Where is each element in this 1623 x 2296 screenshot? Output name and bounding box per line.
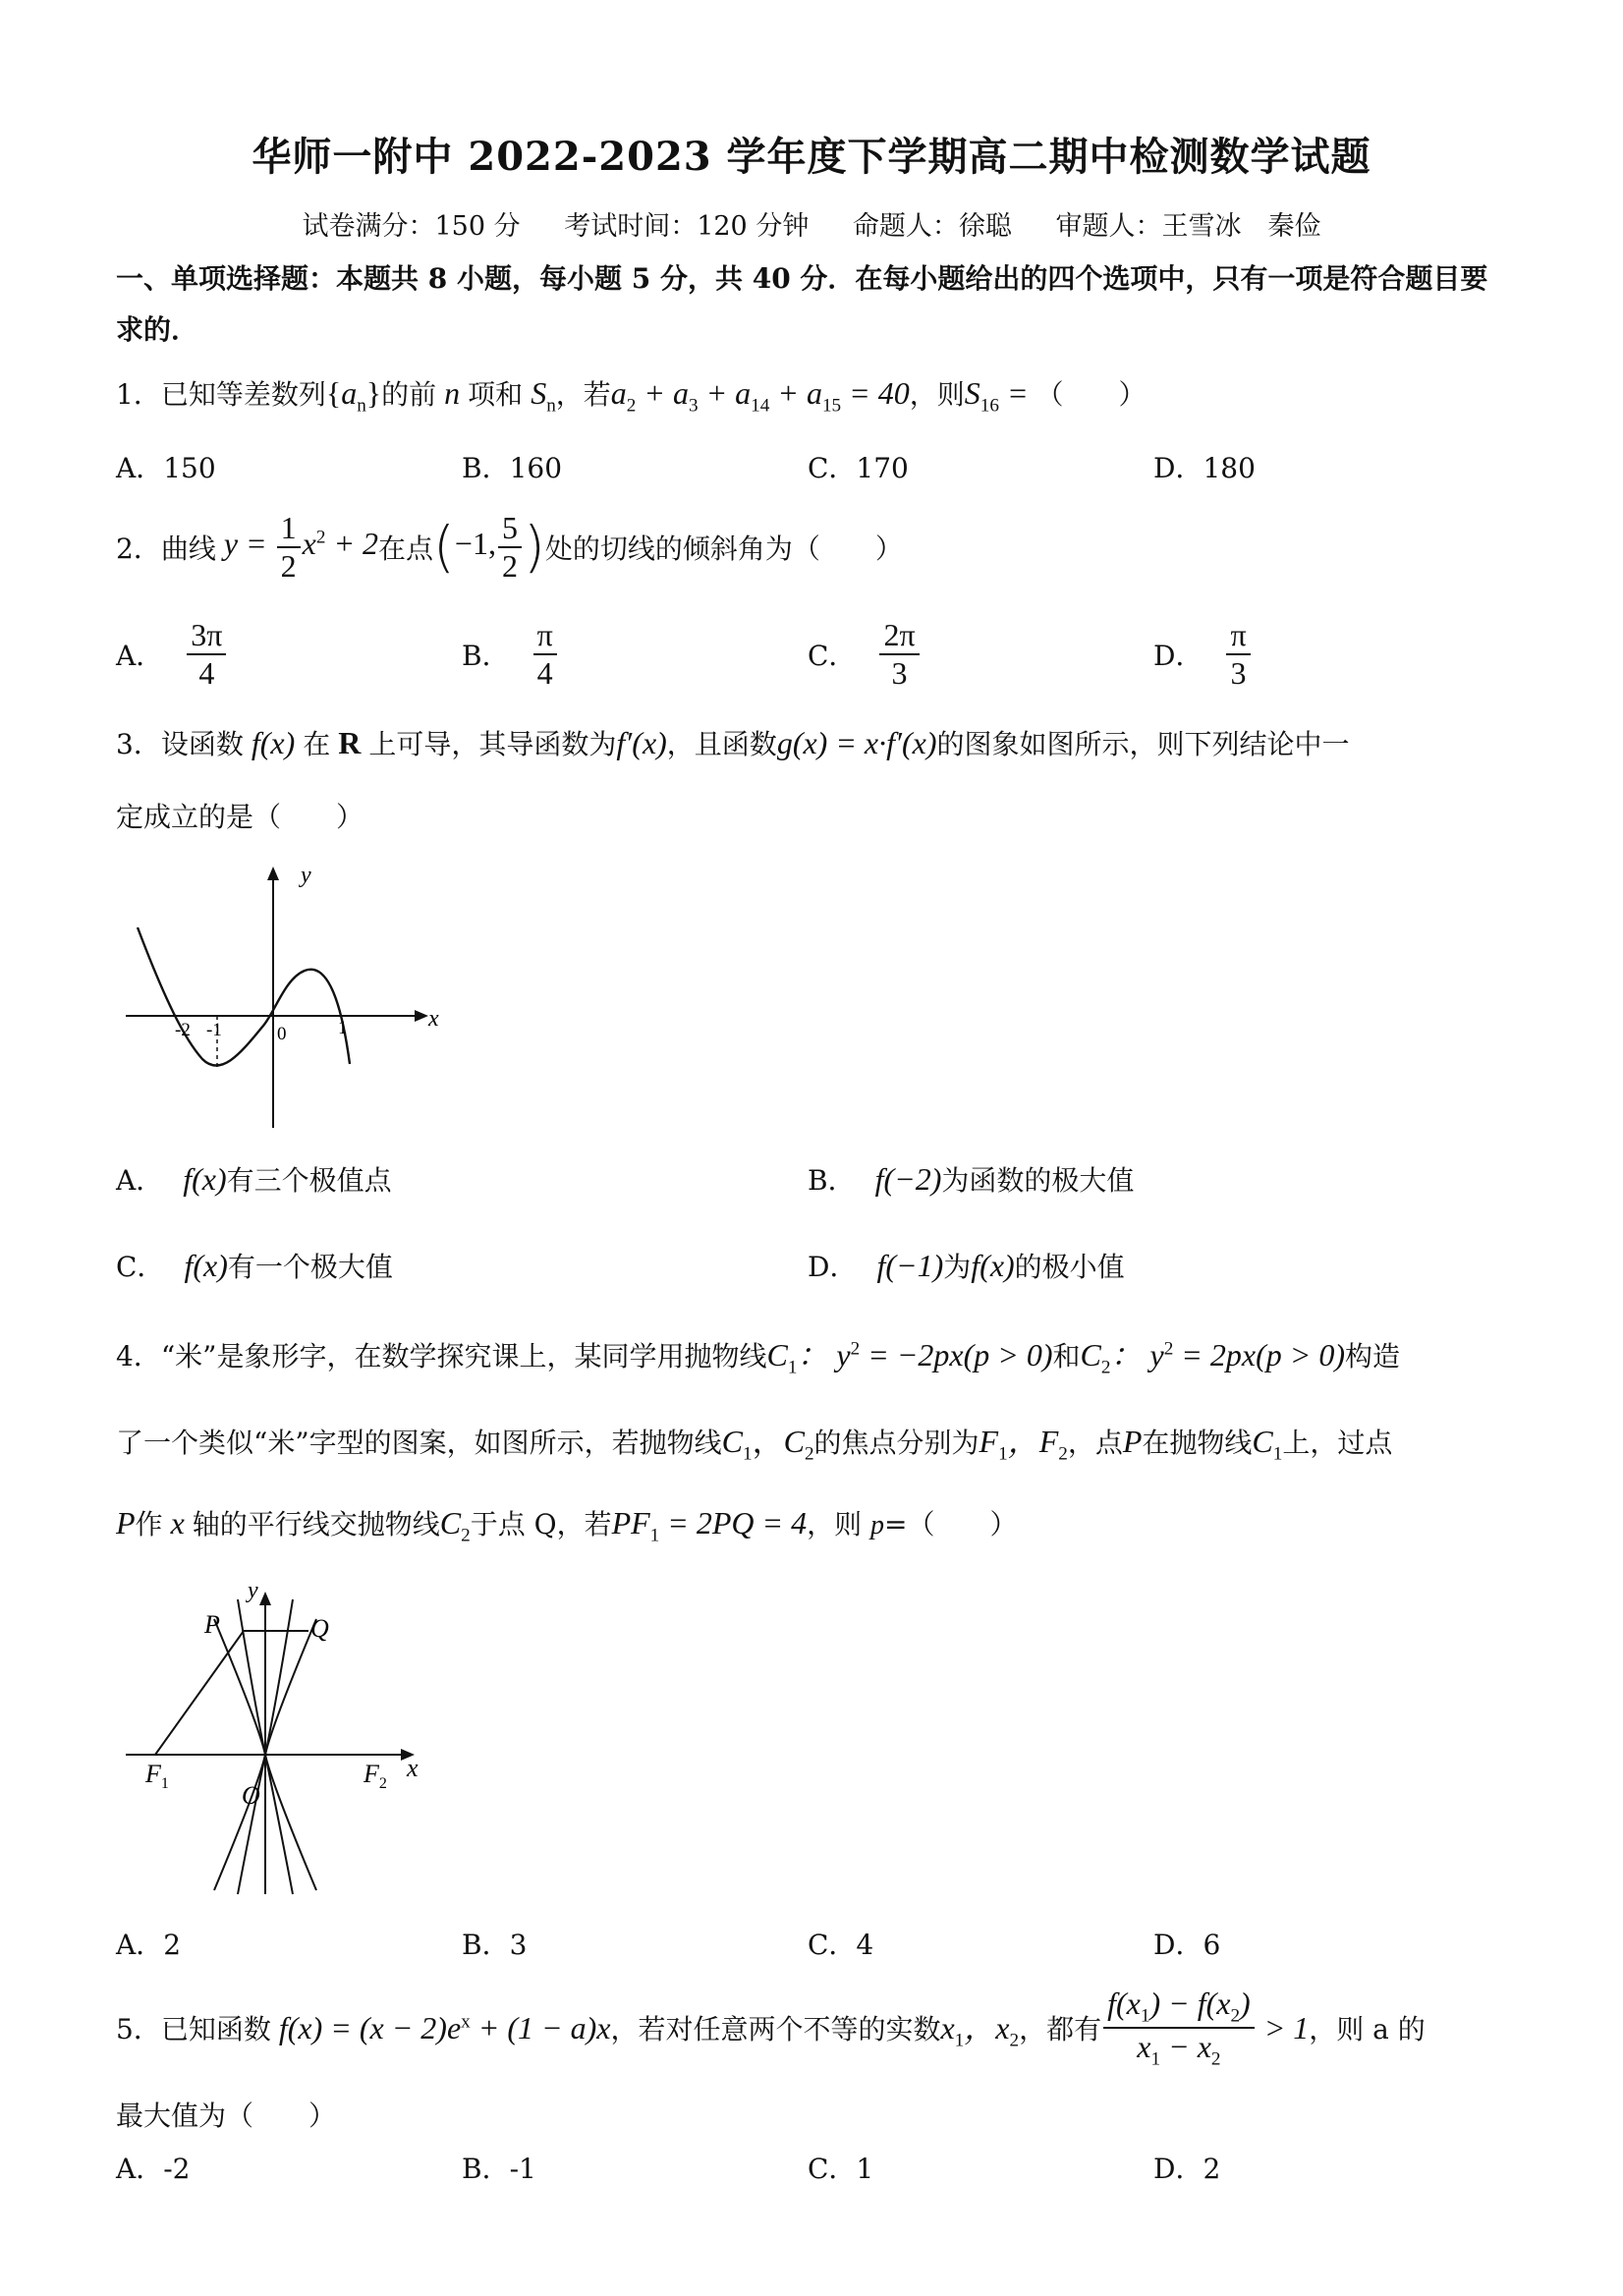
q1-number: 1．	[116, 378, 161, 411]
q4-y-arrow	[259, 1592, 271, 1605]
q4-outer-left	[214, 1619, 265, 1755]
q5-option-a[interactable]: A．-2	[116, 2153, 191, 2185]
q1-option-c[interactable]: C．170	[808, 452, 909, 484]
q5-option-d[interactable]: D．2	[1153, 2153, 1221, 2185]
reviewer-info: 审题人：王雪冰 秦俭	[1055, 211, 1321, 242]
q2-option-b-num: π	[533, 617, 557, 655]
q3-option-b-label: B．	[808, 1164, 856, 1197]
q3-option-c-label: C．	[116, 1251, 165, 1283]
question-1	[116, 373, 1147, 417]
q4-outer-left-low	[214, 1755, 265, 1890]
q4-option-d[interactable]: D．6	[1153, 1929, 1221, 1961]
q4-C2: $C_2$	[783, 1424, 814, 1465]
q4-O-label: O	[242, 1781, 260, 1810]
q4-C1-def: $C_1$： $y^2 = -2px(p > 0)$	[766, 1337, 1053, 1378]
q1-text-3: 项和	[468, 378, 524, 411]
q4-F1F2: $F_1$，$F_2$	[979, 1424, 1068, 1465]
question-5	[116, 1981, 1426, 2075]
q3-option-d-label: D．	[808, 1251, 858, 1283]
q2-point: (−1, $\frac{5}{2}$ )	[433, 510, 545, 584]
exam-meta	[0, 204, 1623, 243]
q3-option-c-math: f(x)	[184, 1248, 228, 1283]
q3-option-d-text1: 为	[943, 1251, 972, 1283]
q1-seq: $\{a_n\}$	[325, 375, 382, 417]
q5-line2: 最大值为（ ）	[116, 2100, 337, 2132]
q3-option-d-math2: f(x)	[971, 1248, 1015, 1283]
q4-line3-d: ，则	[807, 1508, 871, 1540]
question-3	[116, 723, 1350, 762]
q2-option-b[interactable]	[462, 617, 559, 692]
q4-C1: $C_1$	[721, 1424, 753, 1465]
q1-option-a[interactable]: A．150	[116, 452, 216, 484]
q1-equation: $a_2 + a_3 + a_{14} + a_{15} = 40$	[610, 375, 910, 417]
q3-text-4: ，且函数	[666, 728, 777, 760]
q2-option-c-num: 2π	[879, 617, 919, 655]
q2-curve: y = $\frac{1}{2}$ $x^2 + 2$	[215, 510, 379, 584]
q3-y-arrow	[267, 867, 279, 880]
q1-text-4: ，若	[555, 378, 611, 411]
q4-line3-a: 作	[135, 1508, 163, 1540]
q4-y-label: y	[248, 1580, 258, 1603]
q3-option-a[interactable]	[116, 1159, 392, 1199]
q4-option-b[interactable]: B．3	[462, 1929, 528, 1961]
q3-curve	[138, 927, 350, 1066]
q1-paren: （ ）	[1035, 378, 1147, 411]
q2-option-a-label: A．	[116, 639, 164, 672]
q5-number: 5．	[116, 2013, 161, 2045]
q4-P-label: P	[204, 1610, 220, 1639]
q3-text-1: 设函数	[160, 728, 244, 760]
q2-option-d-label: D．	[1153, 639, 1203, 672]
q2-option-a[interactable]	[116, 617, 228, 692]
q1-S16: $S_{16}$ =	[964, 375, 1036, 417]
q4-text-3: 构造	[1344, 1340, 1400, 1372]
q4-text-2: 和	[1052, 1340, 1081, 1372]
q1-text-2: 的前	[381, 378, 437, 411]
q4-x-label: x	[407, 1754, 419, 1782]
section-heading-line1: 一、单项选择题：本题共 8 小题，每小题 5 分，共 40 分．在每小题给出的四个选项中，只有一项是符合题目要	[116, 262, 1488, 295]
q3-R: R	[330, 725, 369, 760]
q2-text-1: 曲线	[160, 532, 216, 565]
q3-text-5: 的图象如图所示，则下列结论中一	[936, 728, 1350, 760]
q4-text-1: “米”是象形字，在数学探究课上，某同学用抛物线	[160, 1340, 767, 1372]
q4-line2-b: 的焦点分别为	[813, 1427, 979, 1459]
question-4-line2: 了一个类似“米”字型的图案，如图所示，若抛物线$C_1$，$C_2$的焦点分别为$F_1$，$F_2$，点P在抛物线$C_1$上，过点	[116, 1424, 1393, 1465]
q3-option-c-text: 有一个极大值	[227, 1251, 393, 1283]
section-heading-line2: 求的．	[116, 313, 199, 346]
exam-title: 华师一附中 2022-2023 学年度下学期高二期中检测数学试题	[252, 134, 1371, 180]
q5-inequality: $\frac{f(x_1) - f(x_2)}{x_1 - x_2}$ > 1	[1101, 1986, 1309, 2071]
q4-option-c[interactable]: C．4	[808, 1929, 874, 1961]
q3-graph	[116, 853, 450, 1138]
q4-PF1: $PF_1 = 2PQ = 4$	[611, 1505, 808, 1546]
q3-tick-m1: -1	[206, 1020, 222, 1040]
q3-number: 3．	[116, 728, 161, 760]
q3-option-c[interactable]	[116, 1246, 393, 1285]
q3-text-3: 上可导，其导函数为	[368, 728, 617, 760]
q4-F1-label: $F_1$	[145, 1760, 169, 1792]
q3-x-label: x	[428, 1006, 439, 1032]
q2-option-d[interactable]	[1153, 617, 1253, 692]
q5-text-3: ，都有	[1019, 2013, 1102, 2045]
question-4-line1	[116, 1330, 1400, 1378]
q2-option-c-den: 3	[891, 654, 908, 691]
q2-option-b-den: 4	[536, 654, 553, 691]
q4-Q-label: Q	[310, 1614, 329, 1643]
q3-option-b-math: f(−2)	[874, 1161, 942, 1197]
q2-option-d-num: π	[1226, 617, 1250, 655]
q1-option-d[interactable]: D．180	[1153, 452, 1256, 484]
q5-option-c[interactable]: C．1	[808, 2153, 874, 2185]
time-info: 考试时间：120 分钟	[564, 211, 810, 242]
q1-option-b[interactable]: B．160	[462, 452, 563, 484]
q1-text-5: ，则	[909, 378, 965, 411]
q4-outer-right	[265, 1619, 316, 1755]
q5-fx-def: $f(x) = (x - 2)e^x + (1 - a)x$	[270, 2009, 611, 2045]
q3-tick-0: 0	[277, 1024, 287, 1044]
q4-parabola-c1	[238, 1599, 265, 1894]
q3-option-b-text: 为函数的极大值	[941, 1164, 1135, 1197]
q4-line3-f: =（ ）	[884, 1508, 1018, 1540]
q3-option-d-math1: f(−1)	[876, 1248, 944, 1283]
q4-line2-a: 了一个类似“米”字型的图案，如图所示，若抛物线	[116, 1427, 722, 1459]
q3-option-b[interactable]	[808, 1159, 1134, 1199]
q4-P2: P	[116, 1505, 136, 1540]
q4-outer-right-low	[265, 1755, 316, 1890]
q4-x: x	[162, 1505, 193, 1540]
q2-number: 2．	[116, 532, 161, 565]
score-info: 试卷满分：150 分	[302, 211, 521, 242]
q2-option-c-label: C．	[808, 639, 857, 672]
q2-option-b-label: B．	[462, 639, 510, 672]
q2-text-3: 处的切线的倾斜角为（ ）	[544, 532, 903, 565]
q3-fprime: f′(x)	[616, 725, 667, 760]
q3-option-a-text: 有三个极值点	[226, 1164, 392, 1197]
q3-option-d[interactable]	[808, 1246, 1125, 1285]
q3-line2: 定成立的是（ ）	[116, 801, 364, 833]
q4-line3-b: 轴的平行线交抛物线	[192, 1508, 440, 1540]
q2-option-d-den: 3	[1230, 654, 1247, 691]
q3-y-label: y	[301, 863, 311, 888]
q3-gx: g(x) = x·f′(x)	[776, 725, 937, 760]
q3-fx: f(x)	[243, 725, 296, 760]
q4-line2-c: ，点	[1067, 1427, 1123, 1459]
q5-text-1: 已知函数	[160, 2013, 271, 2045]
q1-text-1: 已知等差数列	[160, 378, 326, 411]
q4-C1b: $C_1$	[1252, 1424, 1283, 1465]
q3-option-a-math: f(x)	[183, 1161, 227, 1197]
q4-option-a[interactable]: A．2	[116, 1929, 182, 1961]
q4-F2-label: $F_2$	[364, 1760, 387, 1792]
q2-option-a-num: 3π	[187, 617, 226, 655]
q4-number: 4．	[116, 1340, 161, 1372]
q3-tick-1: 1	[338, 1018, 348, 1038]
q4-p: p	[870, 1510, 885, 1540]
q3-text-2: 在	[303, 728, 331, 760]
q5-text-2: ，若对任意两个不等的实数	[610, 2013, 941, 2045]
question-4-line3	[116, 1503, 1017, 1546]
q3-option-a-label: A．	[116, 1164, 164, 1197]
q4-line2-e: 上，过点	[1282, 1427, 1393, 1459]
q1-n: n	[436, 375, 469, 411]
question-2	[116, 503, 903, 591]
q3-tick-m2: -2	[175, 1020, 191, 1040]
q4-line3-c: 于点 Q，若	[470, 1508, 612, 1540]
q5-text-4: ，则 a 的	[1309, 2013, 1426, 2045]
q4-line2-d: 在抛物线	[1142, 1427, 1253, 1459]
q4-C2-def: $C_2$： $y^2 = 2px(p > 0)$	[1080, 1337, 1345, 1378]
q4-P: P	[1122, 1424, 1143, 1459]
author-info: 命题人：徐聪	[852, 211, 1012, 242]
q2-option-c[interactable]	[808, 617, 922, 692]
q4-C2b: $C_2$	[439, 1505, 471, 1546]
q4-graph	[116, 1580, 450, 1904]
q4-parabola-c2	[265, 1599, 293, 1894]
q3-x-arrow	[415, 1010, 428, 1022]
q1-Sn: $S_n$	[523, 375, 556, 417]
q4-PF1-line	[155, 1631, 244, 1755]
q3-option-d-text2: 的极小值	[1014, 1251, 1125, 1283]
q2-option-a-den: 4	[198, 654, 215, 691]
q5-option-b[interactable]: B．-1	[462, 2153, 536, 2185]
q2-text-2: 在点	[378, 532, 434, 565]
q5-x1x2: $x_1$，$x_2$	[940, 2010, 1020, 2051]
